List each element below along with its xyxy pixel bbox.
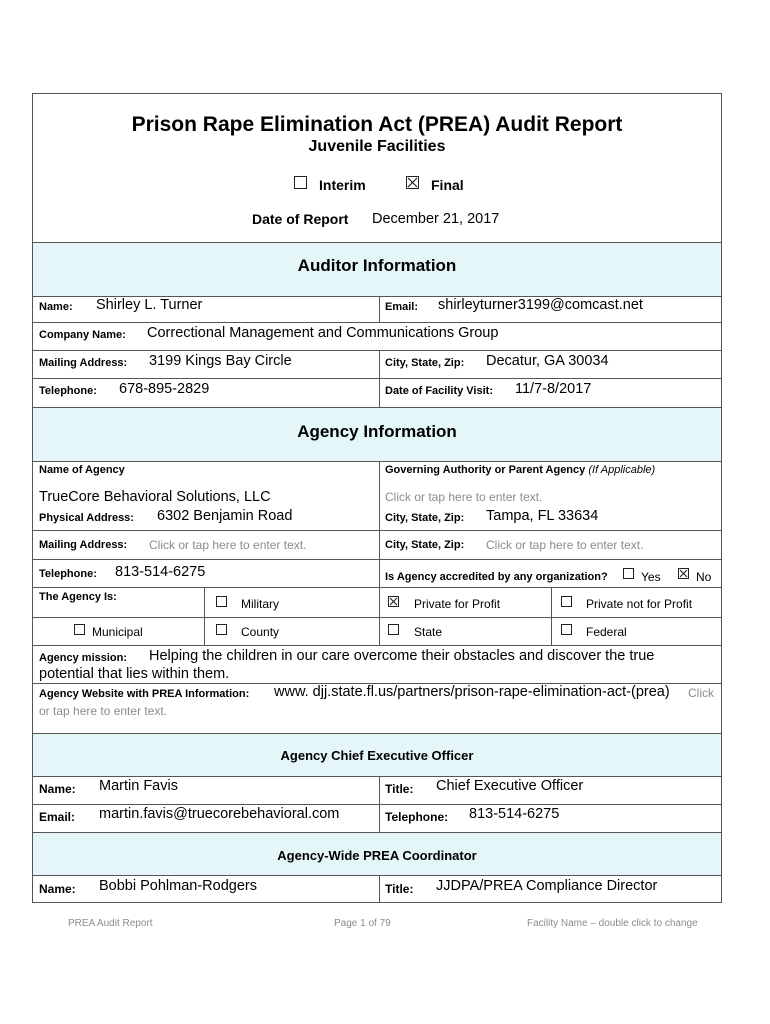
divider [379,461,380,587]
ceo-section-title: Agency Chief Executive Officer [280,748,474,763]
divider [379,587,380,645]
divider [33,832,721,833]
divider [33,461,721,462]
auditor-email[interactable]: shirleyturner3199@comcast.net [438,297,643,313]
footer-report-name: PREA Audit Report [68,918,153,929]
municipal-checkbox[interactable] [74,624,85,635]
checked-x-icon [389,597,398,606]
mission-line-2[interactable]: potential that lies within them. [39,666,230,682]
website-url[interactable]: www. djj.state.fl.us/partners/prison-rape-elimination-act-(prea) [274,684,670,700]
accredited-yes-label: Yes [641,570,661,584]
coordinator-name-label: Name: [39,882,76,896]
federal-checkbox[interactable] [561,624,572,635]
divider [551,587,552,645]
website-placeholder-2[interactable]: or tap here to enter text. [39,704,168,718]
agency-name[interactable]: TrueCore Behavioral Solutions, LLC [39,489,271,505]
report-subtitle: Juvenile Facilities [308,138,446,155]
auditor-csz-label: City, State, Zip: [385,357,465,369]
divider [204,587,205,645]
report-title: Prison Rape Elimination Act (PREA) Audit Report [131,113,623,136]
governing-authority-input[interactable]: Click or tap here to enter text. [385,490,543,504]
divider [33,875,721,876]
private-profit-label: Private for Profit [414,597,501,611]
footer-page-number: Page 1 of 79 [334,918,391,929]
divider [379,875,380,903]
divider [33,530,721,531]
county-checkbox[interactable] [216,624,227,635]
private-nonprofit-label: Private not for Profit [586,597,693,611]
federal-label: Federal [586,625,627,639]
accredited-yes-checkbox[interactable] [623,568,634,579]
mission-line-1[interactable]: Helping the children in our care overcome their obstacles and discover the true [149,648,655,664]
date-of-report-label: Date of Report [252,211,349,227]
divider [379,776,380,832]
final-checkbox[interactable] [406,176,419,189]
divider [33,350,721,351]
auditor-name-label: Name: [39,301,73,313]
divider [33,407,721,408]
divider [33,804,721,805]
accredited-question: Is Agency accredited by any organization? [385,571,608,583]
agency-mailing-csz-input[interactable]: Click or tap here to enter text. [486,538,644,552]
divider [379,350,380,407]
auditor-email-label: Email: [385,301,419,313]
physical-address[interactable]: 6302 Benjamin Road [157,508,293,524]
governing-authority-label: Governing Authority or Parent Agency (If Applicable) [385,464,656,476]
accredited-no-checkbox[interactable] [678,568,689,579]
checked-x-icon [679,569,688,578]
military-checkbox[interactable] [216,596,227,607]
municipal-label: Municipal [92,625,143,639]
divider [33,587,721,588]
ceo-name-label: Name: [39,782,76,796]
audit-report-form [32,93,722,903]
divider [33,617,721,618]
interim-checkbox[interactable] [294,176,307,189]
divider [33,378,721,379]
ceo-phone-label: Telephone: [385,810,449,824]
divider [33,559,721,560]
company-name[interactable]: Correctional Management and Communications Group [147,325,499,341]
agency-csz-label: City, State, Zip: [385,512,465,524]
checked-x-icon [407,177,418,188]
agency-phone-label: Telephone: [39,568,97,580]
accredited-no-label: No [696,570,712,584]
auditor-city-state-zip[interactable]: Decatur, GA 30034 [486,353,609,369]
facility-visit-date[interactable]: 11/7-8/2017 [515,381,592,397]
auditor-name[interactable]: Shirley L. Turner [96,297,203,313]
website-placeholder-1[interactable]: Click [688,686,714,700]
ceo-name[interactable]: Martin Favis [99,778,178,794]
coordinator-section-title: Agency-Wide PREA Coordinator [277,848,477,863]
coordinator-name[interactable]: Bobbi Pohlman-Rodgers [99,878,257,894]
auditor-phone[interactable]: 678-895-2829 [119,381,210,397]
footer-facility-name[interactable]: Facility Name – double click to change [527,918,698,929]
military-label: Military [241,597,279,611]
ceo-title[interactable]: Chief Executive Officer [436,778,584,794]
coordinator-title-label: Title: [385,882,414,896]
final-label: Final [431,177,464,193]
agency-phone[interactable]: 813-514-6275 [115,564,206,580]
date-of-report-value[interactable]: December 21, 2017 [372,211,500,227]
divider [33,242,721,243]
private-profit-checkbox[interactable] [388,596,399,607]
agency-mailing-label: Mailing Address: [39,539,128,551]
auditor-phone-label: Telephone: [39,385,97,397]
divider [33,733,721,734]
auditor-section-title: Auditor Information [297,256,457,275]
agency-mailing-csz-label: City, State, Zip: [385,539,465,551]
website-label: Agency Website with PREA Information: [39,688,250,700]
county-label: County [241,625,280,639]
divider [33,776,721,777]
agency-section-title: Agency Information [297,422,457,441]
facility-visit-label: Date of Facility Visit: [385,385,493,397]
private-nonprofit-checkbox[interactable] [561,596,572,607]
divider [379,296,380,322]
mission-label: Agency mission: [39,652,128,664]
agency-name-label: Name of Agency [39,464,125,476]
divider [33,322,721,323]
company-name-label: Company Name: [39,329,126,341]
divider [33,645,721,646]
ceo-email[interactable]: martin.favis@truecorebehavioral.com [99,806,340,822]
physical-address-label: Physical Address: [39,512,134,524]
coordinator-title[interactable]: JJDPA/PREA Compliance Director [436,878,658,894]
interim-label: Interim [319,177,366,193]
agency-city-state-zip[interactable]: Tampa, FL 33634 [486,508,599,524]
ceo-title-label: Title: [385,782,414,796]
ceo-email-label: Email: [39,810,76,824]
auditor-mailing-address[interactable]: 3199 Kings Bay Circle [149,353,292,369]
state-checkbox[interactable] [388,624,399,635]
auditor-mailing-label: Mailing Address: [39,357,128,369]
ceo-phone[interactable]: 813-514-6275 [469,806,560,822]
state-label: State [414,625,443,639]
agency-mailing-input[interactable]: Click or tap here to enter text. [149,538,307,552]
agency-is-label: The Agency Is: [39,591,117,603]
